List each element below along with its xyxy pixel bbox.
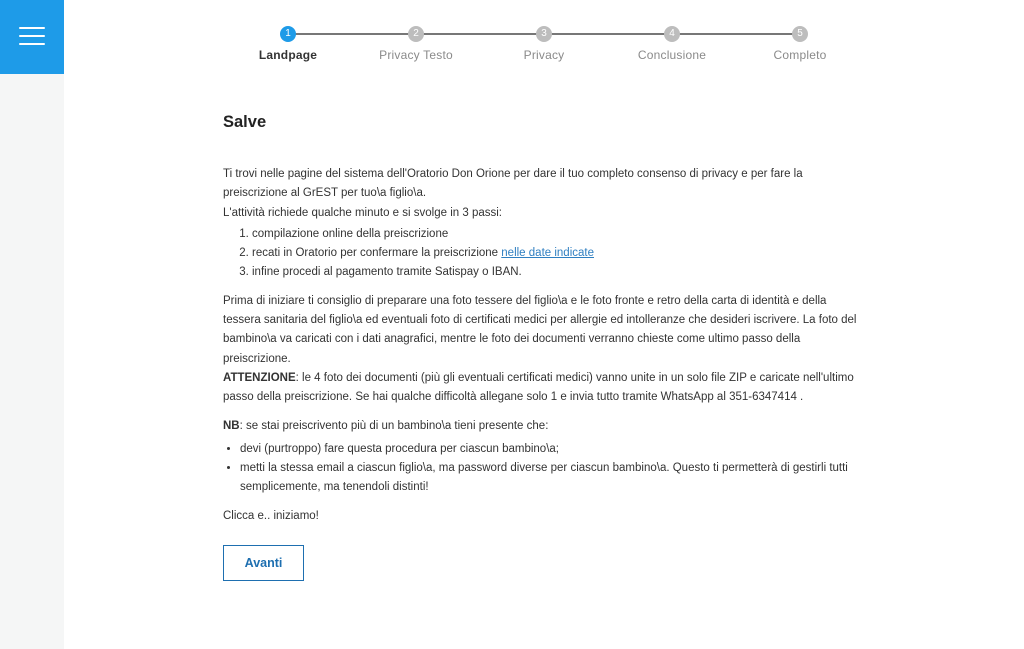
menu-button[interactable] [0,0,64,74]
list-item [252,244,863,263]
nb-text: : se stai preiscrivento più di un bambino\a tieni presente che: [239,419,549,432]
attention-label: ATTENZIONE [223,371,296,384]
next-button[interactable]: Avanti [223,545,304,581]
intro-text: Ti trovi nelle pagine del sistema dell'Oratorio Don Orione per dare il tuo completo consenso di privacy e per fare la preiscrizione al GrEST per tuo\a figlio\a. [223,168,803,200]
list-item [252,263,863,282]
page-title: Salve [223,113,267,131]
list-item-text: compilazione online della preiscrizione [252,227,449,240]
nb-paragraph [223,417,863,436]
step-number: 1 [280,26,296,42]
step-privacy-testo [351,26,481,62]
sidebar [0,0,64,649]
step-number: 5 [792,26,808,42]
attention-paragraph [223,369,863,408]
intro-steps-text: L'attività richiede qualche minuto e si svolge in 3 passi: [223,206,502,219]
step-number: 3 [536,26,552,42]
step-label: Privacy [523,48,565,62]
step-completo [735,26,865,62]
step-number: 4 [664,26,680,42]
list-item-text: infine procedi al pagamento tramite Satispay o IBAN. [252,266,522,279]
step-label: Landpage [258,48,318,62]
step-landpage [223,26,353,62]
nb-list [223,440,863,498]
preparation-text: Prima di iniziare ti consiglio di preparare una foto tessere del figlio\a e le foto fronte e retro della carta di identità e della tessera sanitaria del figlio\a ed eventuali foto di certificati medici per allergie ed intolleranze che desideri iscrivere. La foto del bambino\a va caricati con i dati anagrafici, mentre le foto dei documenti verranno chieste come ultimo passo della preiscrizione. [223,294,857,365]
main-content [223,110,863,581]
progress-stepper [223,24,865,74]
step-privacy [479,26,609,62]
hamburger-icon-bar [19,35,45,37]
dates-link[interactable]: nelle date indicate [501,247,594,260]
hamburger-icon [19,27,45,29]
steps-list [223,225,863,283]
list-item: • devi (purtroppo) fare questa procedura per ciascun bambino\a; [240,440,863,459]
list-item-text: recati in Oratorio per confermare la preiscrizione [252,247,502,260]
step-label: Completo [773,48,827,62]
step-number: 2 [408,26,424,42]
list-item [252,225,863,244]
nb-label: NB [223,419,240,432]
step-label: Privacy Testo [379,48,453,62]
closing-text: Clicca e.. iniziamo! [223,509,319,522]
list-item: • metti la stessa email a ciascun figlio\a, ma password diverse per ciascun bambino\a. Questo ti permetterà di gestirli tutti semplicemente, ma tenendoli distinti! [240,459,863,498]
attention-text: : le 4 foto dei documenti (più gli eventuali certificati medici) vanno unite in un solo file ZIP e caricate nell'ultimo passo della preiscrizione. Se hai qualche difficoltà allegane solo 1 e invia tutto tramite WhatsApp al 351-6347414 . [223,371,854,404]
step-conclusione [607,26,737,62]
hamburger-icon-bar [19,43,45,45]
step-label: Conclusione [637,48,707,62]
